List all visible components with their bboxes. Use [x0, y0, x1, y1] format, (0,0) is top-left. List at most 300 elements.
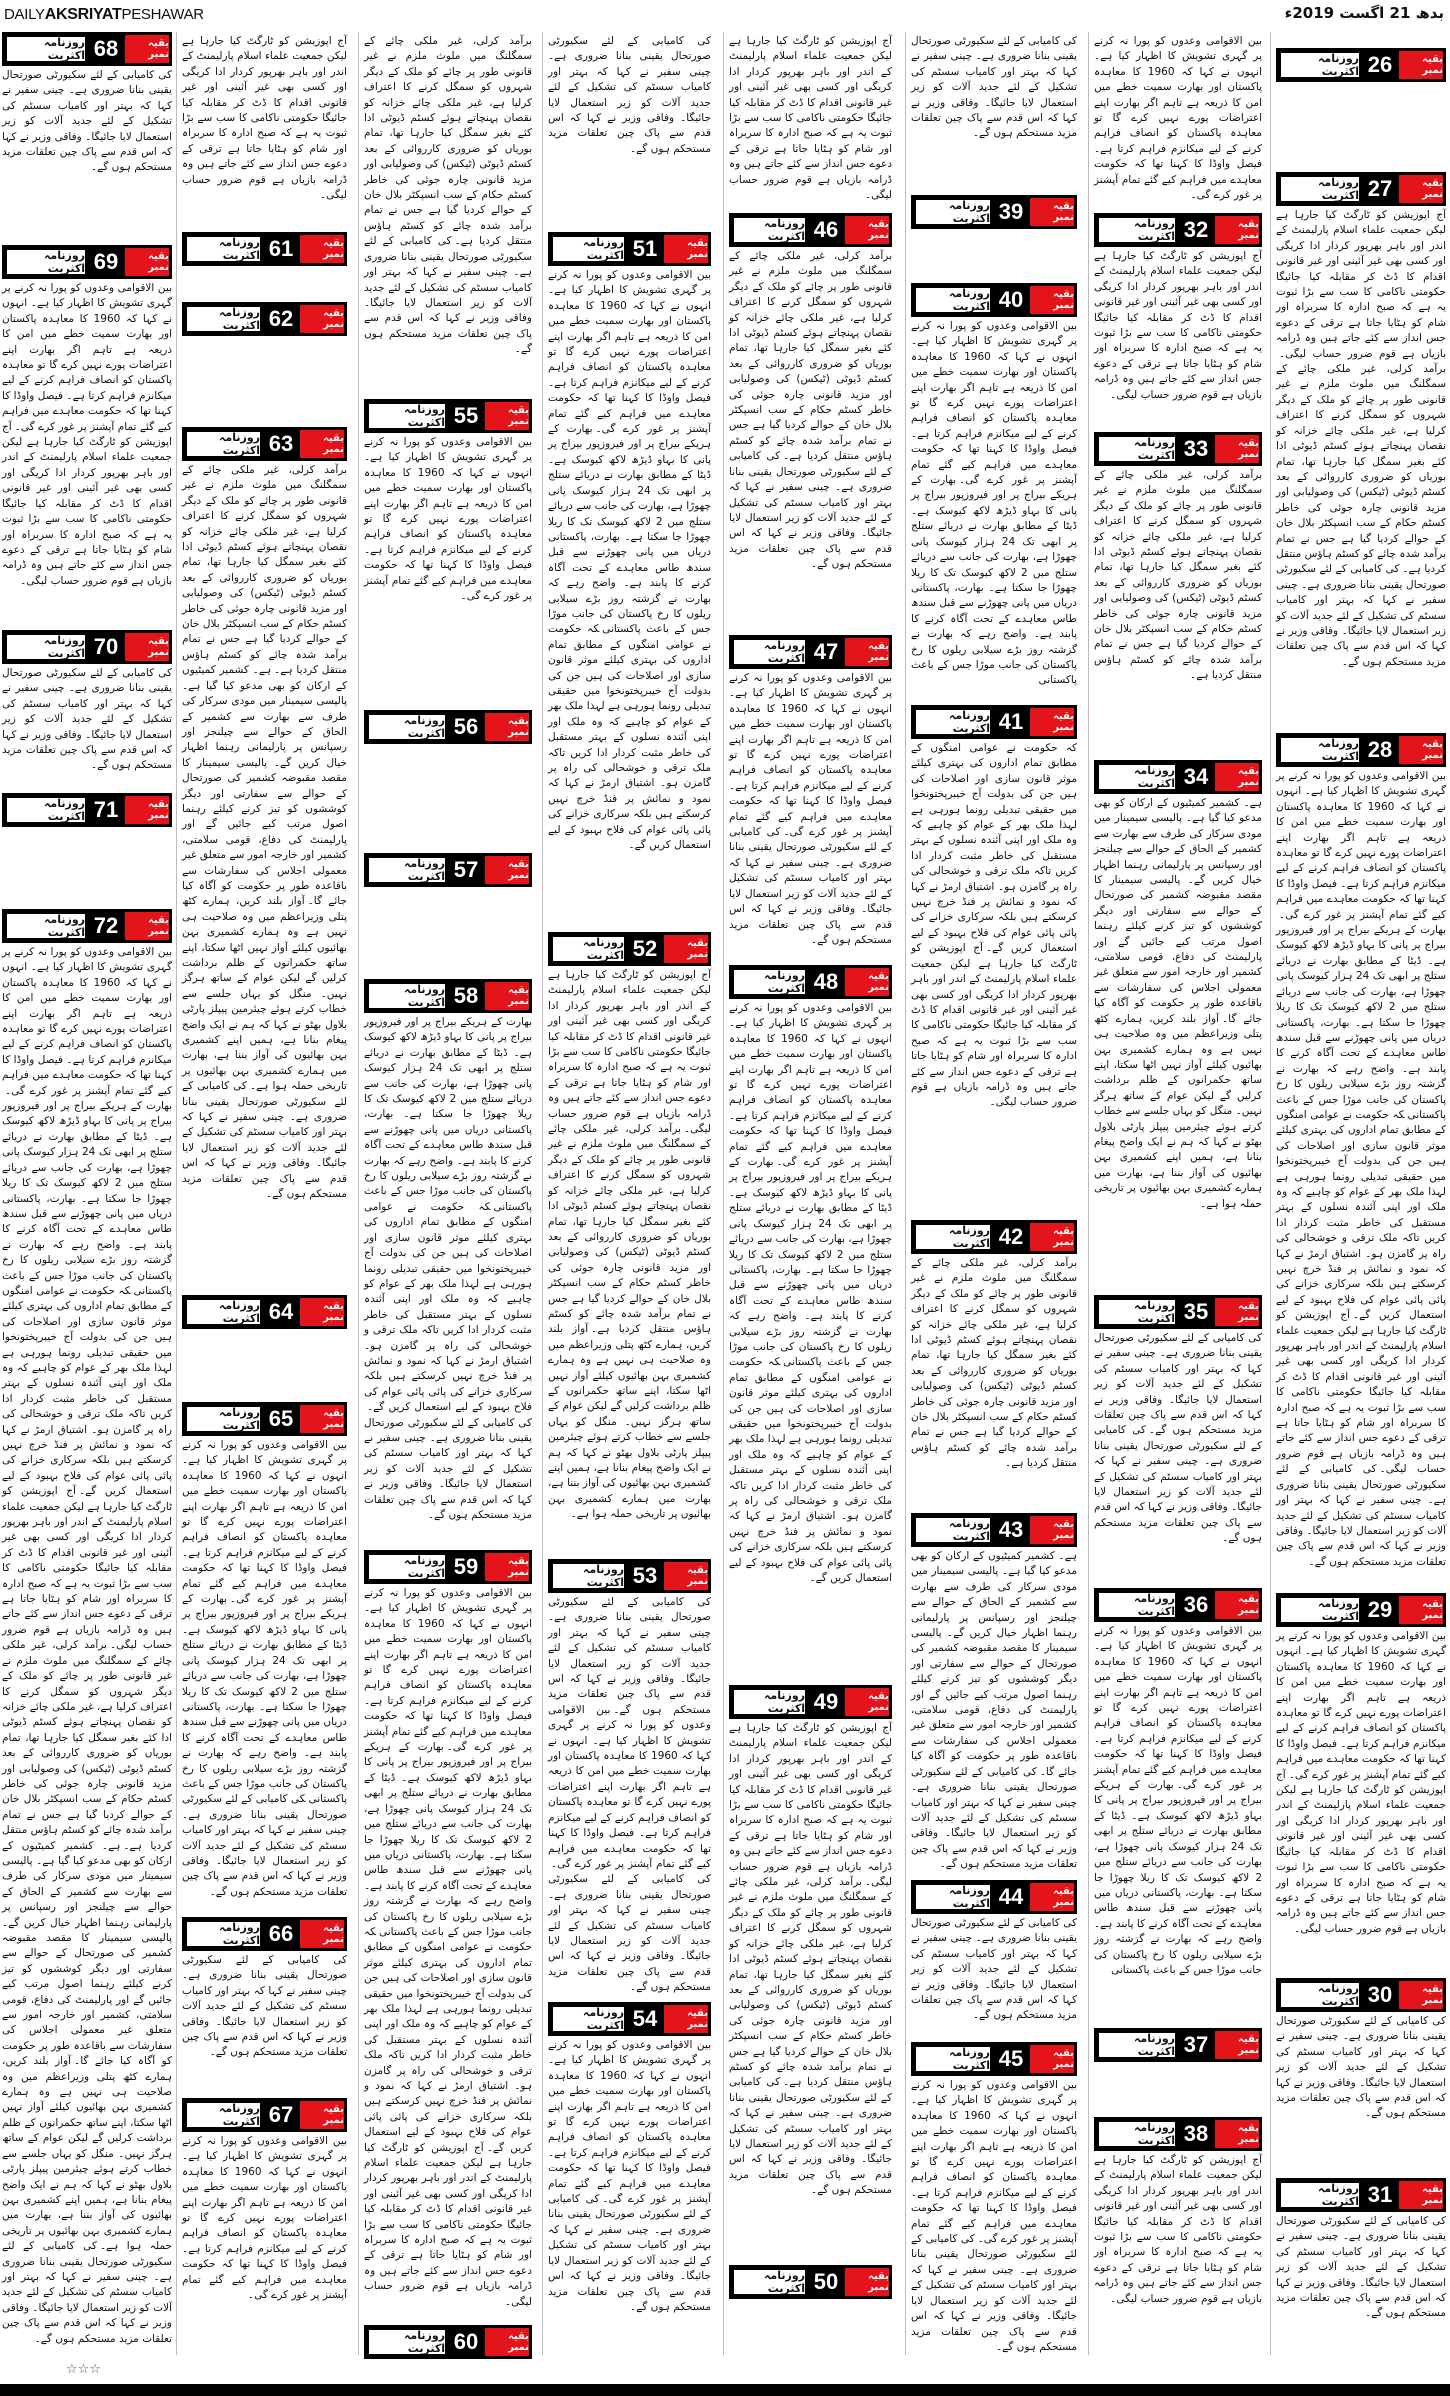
continuation-box: [911, 1880, 1077, 1914]
continuation-box: [182, 1402, 347, 1436]
column-divider: [1270, 32, 1271, 2355]
article-paragraph: آواز بلند کریں، ہمارے کٹھ پتلی وزیراعظم میں وہ صلاحیت ہی نہیں ہے وہ ہمارے کشمیری بہن بھائیوں کیلئے آواز نہیں اٹھا سکتا، اپنے ساتھ حکمرانوں کے ظلم برداشت کرلیں گے لیکن عوام کے ساتھ ہرگز نہیں۔ منگل کو یہاں جلسے سے خطاب کرتے ہوئے چیئرمین پیپلز پارٹی بلاول بھٹو نے کہا کہ ہم نے ایک واضح پیغام بنانا ہے، ہمیں اپنے کشمیری بہن بھائیوں کی آواز بننا ہے، بھارت میں ہمارے کشمیری بہن بھائیوں پر تاریخی حملہ ہوا ہے۔: [2, 2055, 172, 2253]
article-text: [2, 666, 172, 774]
brand-city: PESHAWAR: [121, 6, 204, 23]
article-text: [1094, 2153, 1262, 2307]
article-paragraph: کی کامیابی کے لئے سکیورٹی صورتحال یقینی بنانا ضروری ہے۔ چینی سفیر نے کہا کہ بہتر اور کامیاب سسٹم کی تشکیل کے لئے جدید آلات کو زیر استعمال لایا جائیگا۔ وفاقی وزیر نے کہا کہ اس قدم سے پاک چین تعلقات مزید مستحکم ہوں گے۔: [1094, 1424, 1262, 1545]
paper-name-label: روزنامہ اکثریت: [367, 856, 447, 884]
continued-label: بقیہ نمبر: [300, 430, 344, 458]
continuation-box: [1094, 760, 1262, 794]
column-2: [182, 32, 347, 2355]
continuation-box: [182, 232, 347, 266]
continued-label: بقیہ نمبر: [485, 402, 529, 430]
continued-label: بقیہ نمبر: [485, 1553, 529, 1581]
continuation-box: [1276, 2178, 1446, 2212]
paper-name-label: روزنامہ اکثریت: [551, 2005, 626, 2033]
article-text: [1094, 1624, 1262, 1978]
article-paragraph: بین الاقوامی وعدوں کو پورا نہ کرنے پر گہری تشویش کا اظہار کیا ہے۔ انہوں نے کہا کہ 1960 کا معاہدہ پاکستان اور بھارت سمیت خطے میں امن کا ذریعہ ہے تاہم اگر بھارت اپنے اعتراضات پورے نہیں کرے گا تو معاہدہ پاکستان کو انصاف فراہم کرنے کے لیے میکانزم فراہم کرتا ہے۔ فیصل واوڈا کا کہنا تھا کہ حکومت معاہدے میں فراہم کیے گئے تمام آپشنز پر غور کرے گی۔: [182, 2135, 347, 2302]
article-paragraph: بھارت کے ہریکے بیراج پر اور فیروزپور بیراج پر پانی کا بہاو ڈیڑھ لاکھ کیوسک ہے۔ ڈیٹا کے مطابق بھارت نے دریائے ستلج پر ابھی تک 24 ہزار کیوسک پانی چھوڑا ہے، بھارت کی جانب سے دریائے ستلج میں 2 لاکھ کیوسک تک کا ریلا چھوڑا جا سکتا ہے۔ بھارت، پاکستانی دریاں میں پانی چھوڑنے سے قبل سندھ طاس معاہدے کے تحت آگاہ کرنے کا پابند ہے۔ واضح رہے کہ بھارت نے گزشتہ روز بڑے سیلابی ریلوں کا رخ پاکستان کی جانب موڑا جس کے باعث پاکستانی: [2, 1100, 172, 1297]
brand-name: AKSRIYAT: [44, 6, 122, 23]
continued-label: بقیہ نمبر: [1215, 2120, 1259, 2148]
continuation-box: [1094, 1295, 1262, 1329]
continuation-number: 27: [1367, 176, 1393, 201]
article-text: [548, 2038, 711, 2315]
continuation-box: [1276, 1593, 1446, 1627]
paper-name-label: روزنامہ اکثریت: [914, 198, 992, 226]
column-divider: [905, 32, 906, 2355]
continued-label: بقیہ نمبر: [1030, 2045, 1074, 2073]
continued-label: بقیہ نمبر: [1215, 1591, 1259, 1619]
paper-name-label: روزنامہ اکثریت: [367, 713, 447, 741]
article-paragraph: آواز بلند کریں، ہمارے کٹھ پتلی وزیراعظم میں وہ صلاحیت ہی نہیں ہے وہ ہمارے کشمیری بہن بھائیوں کیلئے آواز نہیں اٹھا سکتا، اپنے ساتھ حکمرانوں کے ظلم برداشت کرلیں گے لیکن عوام کے ساتھ ہرگز نہیں۔ منگل کو یہاں جلسے سے خطاب کرتے ہوئے چیئرمین پیپلز پارٹی بلاول بھٹو نے کہا کہ ہم نے ایک واضح پیغام بنانا ہے، ہمیں اپنے کشمیری بہن بھائیوں کی آواز بننا ہے، بھارت میں ہمارے کشمیری بہن بھائیوں پر تاریخی حملہ ہوا ہے۔: [182, 895, 347, 1093]
continuation-box: [2, 793, 172, 827]
article-paragraph: کی کامیابی کے لئے سکیورٹی صورتحال یقینی بنانا ضروری ہے۔ چینی سفیر نے کہا کہ بہتر اور کامیاب سسٹم کی تشکیل کے لئے جدید آلات کو زیر استعمال لایا جائیگا۔ وفاقی وزیر نے کہا کہ اس قدم سے پاک چین تعلقات مزید مستحکم ہوں گے۔: [729, 2076, 892, 2197]
article-text: [2, 68, 172, 176]
continuation-number: 68: [93, 36, 119, 61]
continuation-number: 29: [1367, 1597, 1393, 1622]
article-text: [364, 1586, 532, 2310]
article-text: [548, 268, 711, 853]
article-paragraph: بین الاقوامی وعدوں کو پورا نہ کرنے پر گہری تشویش کا اظہار کیا ہے۔ انہوں نے کہا کہ 1960 کا معاہدہ پاکستان اور بھارت سمیت خطے میں امن کا ذریعہ ہے تاہم اگر بھارت اپنے اعتراضات پورے نہیں کرے گا تو معاہدہ پاکستان کو انصاف فراہم کرنے کے لیے میکانزم فراہم کرتا ہے۔ فیصل واوڈا کا کہنا تھا کہ حکومت معاہدے میں فراہم کیے گئے تمام آپشنز پر غور کرے گی۔: [1094, 1625, 1263, 1792]
continuation-box: [1094, 2117, 1262, 2151]
continuation-number: 72: [93, 913, 119, 938]
continuation-number: 65: [268, 1406, 294, 1431]
continued-label: بقیہ نمبر: [845, 1688, 889, 1716]
article-paragraph: ہے۔ کشمیر کمیٹیوں کے ارکان کو بھی مدعو کیا گیا ہے۔ پالیسی سیمینار میں مودی سرکار کی طرف سے بھارت سے کشمیر کے الحاق کے حوالے سے چیلنجز اور رسپانس پر پارلیمانی رہنما اظہار خیال کریں گے۔ پالیسی سیمینار کا مقصد مقبوضہ کشمیر کی صورتحال کے حوالے سے سفارتی اور دیگر کوششوں کو تیز کرنے کیلئے رہنما اصول مرتب کیے جائیں گے اور پارلیمنٹ کی دفاع، قومی سلامتی، کشمیر اور خارجہ امور سے متعلق غیر معمولی اجلاس کی سفارشات سے باقاعدہ طور پر حکومت کو آگاہ کیا جائے گا۔: [1094, 797, 1263, 1025]
article-paragraph: بین الاقوامی وعدوں کو پورا نہ کرنے پر گہری تشویش کا اظہار کیا ہے۔ انہوں نے کہا کہ 1960 کا معاہدہ پاکستان اور بھارت سمیت خطے میں امن کا ذریعہ ہے تاہم اگر بھارت اپنے اعتراضات پورے نہیں کرے گا تو معاہدہ پاکستان کو انصاف فراہم کرنے کے لیے میکانزم فراہم کرتا ہے۔ فیصل واوڈا کا کہنا تھا کہ حکومت معاہدے میں فراہم کیے گئے تمام آپشنز پر غور کرے گی۔: [1276, 1630, 1446, 1781]
paper-name-label: روزنامہ اکثریت: [732, 1688, 807, 1716]
article-paragraph: برآمد کرلی، غیر ملکی چائے کے سمگلنگ میں ملوث ملزم نے غیر قانونی طور پر چائے کو ملک کے دیگر شہروں کو سمگل کرنے کا اعتراف کرلیا ہے، غیر ملکی چائے خزانہ کو نقصان پہنچاتے ہوئے کسٹم ڈیوٹی ادا کئے بغیر سمگل کیا جارہا تھا، تمام بوریاں کو ضروری کارروائی کے بعد کسٹم ڈیوٹی (ٹیکس) کی وصولیابی اور مزید قانونی چارہ جوئی کی خاطر کسٹم حکام کے سب انسپکٹر بلال خان کے حوالے کردیا گیا ہے جس نے تمام برآمد شدہ چائے کو کسٹم ہاؤس منتقل کردیا ہے۔: [1094, 469, 1262, 682]
continuation-box: [182, 302, 347, 336]
continuation-box: [1276, 172, 1446, 206]
continued-label: بقیہ نمبر: [664, 1562, 708, 1590]
continuation-box: [911, 195, 1077, 229]
article-paragraph: آج اپوزیشن کو ٹارگٹ کیا جارہا ہے لیکن جمعیت علماء اسلام پارلیمنٹ کے اندر اور باہر بھرپور کردار ادا کریگی اور کسی بھی غیر آئینی اور غیر قانونی اقدام کا ڈٹ کر مقابلہ کیا جائیگا حکومتی ناکامی کا سب سے بڑا ثبوت یہ ہے کہ صبح ادارہ کا سربراہ اور شام کو ہٹایا جاتا ہے ترقی کے دعوے جس انداز سے کئے جاتے ہیں وہ ڈرامہ بازیاں ہے قوم ضرور حساب لیگی۔: [1094, 2154, 1262, 2305]
article-paragraph: آج اپوزیشن کو ٹارگٹ کیا جارہا ہے لیکن جمعیت علماء اسلام پارلیمنٹ کے اندر اور باہر بھرپور کردار ادا کریگی اور کسی بھی غیر آئینی اور غیر قانونی اقدام کا ڈٹ کر مقابلہ کیا جائیگا حکومتی ناکامی کا سب سے بڑا ثبوت یہ ہے کہ صبح ادارہ کا سربراہ اور شام کو ہٹایا جاتا ہے ترقی کے دعوے جس انداز سے کئے جاتے ہیں وہ ڈرامہ بازیاں ہے قوم ضرور حساب لیگی۔: [1276, 1309, 1446, 1476]
paper-name-label: روزنامہ اکثریت: [914, 286, 992, 314]
paper-name-label: روزنامہ اکثریت: [185, 1298, 262, 1326]
article-paragraph: بین الاقوامی وعدوں کو پورا نہ کرنے پر گہری تشویش کا اظہار کیا ہے۔ انہوں نے کہا کہ 1960 کا معاہدہ پاکستان اور بھارت سمیت خطے میں امن کا ذریعہ ہے تاہم اگر بھارت اپنے اعتراضات پورے نہیں کرے گا تو معاہدہ پاکستان کو انصاف فراہم کرنے کے لیے میکانزم فراہم کرتا ہے۔ فیصل واوڈا کا کہنا تھا کہ حکومت معاہدے میں فراہم کیے گئے تمام آپشنز پر غور کرے گی۔: [548, 2039, 712, 2206]
article-paragraph: بین الاقوامی وعدوں کو پورا نہ کرنے پر گہری تشویش کا اظہار کیا ہے۔ انہوں نے کہا کہ 1960 کا معاہدہ پاکستان اور بھارت سمیت خطے میں امن کا ذریعہ ہے تاہم اگر بھارت اپنے اعتراضات پورے نہیں کرے گا تو معاہدہ پاکستان کو انصاف فراہم کرنے کے لیے میکانزم فراہم کرتا ہے۔ فیصل واوڈا کا کہنا تھا کہ حکومت معاہدے میں فراہم کیے گئے تمام آپشنز پر غور کرے گی۔: [911, 320, 1077, 487]
article-paragraph: کی کامیابی کے لئے سکیورٹی صورتحال یقینی بنانا ضروری ہے۔ چینی سفیر نے کہا کہ بہتر اور کامیاب سسٹم کی تشکیل کے لئے جدید آلات کو زیر استعمال لایا جائیگا۔ وفاقی وزیر نے کہا کہ اس قدم سے پاک چین تعلقات مزید مستحکم ہوں گے۔: [1094, 1332, 1262, 1437]
continuation-box: [548, 2002, 711, 2036]
paper-name-label: روزنامہ اکثریت: [914, 2045, 992, 2073]
article-text: [548, 1595, 711, 1996]
article-text: [911, 34, 1077, 142]
article-text: [1276, 769, 1446, 1570]
article-paragraph: کی کامیابی کے لئے سکیورٹی صورتحال یقینی بنانا ضروری ہے۔ چینی سفیر نے کہا کہ بہتر اور کامیاب سسٹم کی تشکیل کے لئے جدید آلات کو زیر استعمال لایا جائیگا۔ وفاقی وزیر نے کہا کہ اس قدم سے پاک چین تعلقات مزید مستحکم ہوں گے۔: [2, 2240, 172, 2345]
column-divider: [176, 32, 177, 2355]
continued-label: بقیہ نمبر: [485, 856, 529, 884]
column-7: [1094, 32, 1262, 2355]
continued-label: بقیہ نمبر: [300, 1920, 344, 1948]
article-paragraph: بین الاقوامی وعدوں کو پورا نہ کرنے پر گہری تشویش کا اظہار کیا ہے۔ انہوں نے کہا کہ 1960 کا معاہدہ پاکستان اور بھارت سمیت خطے میں امن کا ذریعہ ہے تاہم اگر بھارت اپنے اعتراضات پورے نہیں کرے گا تو معاہدہ پاکستان کو انصاف فراہم کرنے کے لیے میکانزم فراہم کرتا ہے۔ فیصل واوڈا کا کہنا تھا کہ حکومت معاہدے میں فراہم کیے گئے تمام آپشنز پر غور کرے گی۔: [548, 269, 711, 436]
article-text: [729, 1001, 892, 1586]
article-paragraph: برآمد کرلی، غیر ملکی چائے کے سمگلنگ میں ملوث ملزم نے غیر قانونی طور پر چائے کو ملک کے دیگر شہروں کو سمگل کرنے کا اعتراف کرلیا ہے، غیر ملکی چائے خزانہ کو نقصان پہنچاتے ہوئے کسٹم ڈیوٹی ادا کئے بغیر سمگل کیا جارہا تھا، تمام بوریاں کو ضروری کارروائی کے بعد کسٹم ڈیوٹی (ٹیکس) کی وصولیابی اور مزید قانونی چارہ جوئی کی خاطر کسٹم حکام کے سب انسپکٹر بلال خان کے حوالے کردیا گیا ہے جس نے تمام برآمد شدہ چائے کو کسٹم ہاؤس منتقل کردیا ہے۔: [729, 1876, 893, 2089]
continuation-number: 33: [1183, 436, 1209, 461]
column-divider: [542, 32, 543, 2355]
continuation-number: 58: [453, 983, 479, 1008]
article-paragraph: بین الاقوامی وعدوں کو پورا نہ کرنے پر گہری تشویش کا اظہار کیا ہے۔ انہوں نے کہا کہ 1960 کا معاہدہ پاکستان اور بھارت سمیت خطے میں امن کا ذریعہ ہے تاہم اگر بھارت اپنے اعتراضات پورے نہیں کرے گا تو معاہدہ پاکستان کو انصاف فراہم کرنے کے لیے میکانزم فراہم کرتا ہے۔ فیصل واوڈا کا کہنا تھا کہ حکومت معاہدے میں فراہم کیے گئے تمام آپشنز پر غور کرے گی۔: [1276, 770, 1446, 921]
continuation-number: 38: [1183, 2121, 1209, 2146]
paper-name-label: روزنامہ اکثریت: [185, 305, 262, 333]
paper-name-label: روزنامہ اکثریت: [914, 1516, 992, 1544]
continuation-box: [2, 909, 172, 943]
continuation-box: [1276, 48, 1446, 82]
column-divider: [1088, 32, 1089, 2355]
article-text: [1094, 796, 1262, 1212]
paper-name-label: روزنامہ اکثریت: [5, 248, 87, 276]
paper-name-label: روزنامہ اکثریت: [1097, 1591, 1177, 1619]
article-paragraph: کی کامیابی کے لئے سکیورٹی صورتحال یقینی بنانا ضروری ہے۔ چینی سفیر نے کہا کہ بہتر اور کامیاب سسٹم کی تشکیل کے لئے جدید آلات کو زیر استعمال لایا جائیگا۔ وفاقی وزیر نے کہا کہ اس قدم سے پاک چین تعلقات مزید مستحکم ہوں گے۔: [1276, 2215, 1446, 2320]
continuation-number: 43: [998, 1517, 1024, 1542]
continued-label: بقیہ نمبر: [125, 35, 169, 63]
article-paragraph: بین الاقوامی وعدوں کو پورا نہ کرنے پر گہری تشویش کا اظہار کیا ہے۔ انہوں نے کہا کہ 1960 کا معاہدہ پاکستان اور بھارت سمیت خطے میں امن کا ذریعہ ہے تاہم اگر بھارت اپنے اعتراضات پورے نہیں کرے گا تو معاہدہ پاکستان کو انصاف فراہم کرنے کے لیے میکانزم فراہم کرتا ہے۔ فیصل واوڈا کا کہنا تھا کہ حکومت معاہدے میں فراہم کیے گئے تمام آپشنز پر غور کرے گی۔: [548, 1703, 711, 1870]
article-text: [182, 1438, 347, 1900]
continuation-number: 42: [998, 1224, 1024, 1249]
continuation-number: 31: [1367, 2182, 1393, 2207]
article-paragraph: آج اپوزیشن کو ٹارگٹ کیا جارہا ہے لیکن جمعیت علماء اسلام پارلیمنٹ کے اندر اور باہر بھرپور کردار ادا کریگی اور کسی بھی غیر آئینی اور غیر قانونی اقدام کا ڈٹ کر مقابلہ کیا جائیگا حکومتی ناکامی کا سب سے بڑا ثبوت یہ ہے کہ صبح ادارہ کا سربراہ اور شام کو ہٹایا جاتا ہے ترقی کے دعوے جس انداز سے کئے جاتے ہیں وہ ڈرامہ بازیاں ہے قوم ضرور حساب لیگی۔: [364, 2141, 532, 2308]
article-paragraph: کی کامیابی کے لئے سکیورٹی صورتحال یقینی بنانا ضروری ہے۔ چینی سفیر نے کہا کہ بہتر اور کامیاب سسٹم کی تشکیل کے لئے جدید آلات کو زیر استعمال لایا جائیگا۔ وفاقی وزیر نے کہا کہ اس قدم سے پاک چین تعلقات مزید مستحکم ہوں گے۔: [911, 35, 1077, 140]
continued-label: بقیہ نمبر: [1399, 736, 1443, 764]
article-paragraph: کی کامیابی کے لئے سکیورٹی صورتحال یقینی بنانا ضروری ہے۔ چینی سفیر نے کہا کہ بہتر اور کامیاب سسٹم کی تشکیل کے لئے جدید آلات کو زیر استعمال لایا جائیگا۔ وفاقی وزیر نے کہا کہ اس قدم سے پاک چین تعلقات مزید مستحکم ہوں گے۔: [182, 1954, 347, 2059]
article-paragraph: برآمد کرلی، غیر ملکی چائے کے سمگلنگ میں ملوث ملزم نے غیر قانونی طور پر چائے کو ملک کے دیگر شہروں کو سمگل کرنے کا اعتراف کرلیا ہے، غیر ملکی چائے خزانہ کو نقصان پہنچاتے ہوئے کسٹم ڈیوٹی ادا کئے بغیر سمگل کیا جارہا تھا، تمام بوریاں کو ضروری کارروائی کے بعد کسٹم ڈیوٹی (ٹیکس) کی وصولیابی اور مزید قانونی چارہ جوئی کی خاطر کسٹم حکام کے سب انسپکٹر بلال خان کے حوالے کردیا گیا ہے جس نے تمام برآمد شدہ چائے کو کسٹم ہاؤس منتقل کردیا ہے۔: [364, 35, 532, 248]
continuation-box: [729, 1685, 892, 1719]
footer-bar: [0, 2384, 1450, 2396]
article-paragraph: آج اپوزیشن کو ٹارگٹ کیا جارہا ہے لیکن جمعیت علماء اسلام پارلیمنٹ کے اندر اور باہر بھرپور کردار ادا کریگی اور کسی بھی غیر آئینی اور غیر قانونی اقدام کا ڈٹ کر مقابلہ کیا جائیگا حکومتی ناکامی کا سب سے بڑا ثبوت یہ ہے کہ صبح ادارہ کا سربراہ اور شام کو ہٹایا جاتا ہے ترقی کے دعوے جس انداز سے کئے جاتے ہیں وہ ڈرامہ بازیاں ہے قوم ضرور حساب لیگی۔: [548, 969, 711, 1136]
article-paragraph: بھارت کے ہریکے بیراج پر اور فیروزپور بیراج پر پانی کا بہاو ڈیڑھ لاکھ کیوسک ہے۔ ڈیٹا کے مطابق بھارت نے دریائے ستلج پر ابھی تک 24 ہزار کیوسک پانی چھوڑا ہے، بھارت کی جانب سے دریائے ستلج میں 2 لاکھ کیوسک تک کا ریلا چھوڑا جا سکتا ہے۔ بھارت، پاکستانی دریاں میں پانی چھوڑنے سے قبل سندھ طاس معاہدے کے تحت آگاہ کرنے کا پابند ہے۔ واضح رہے کہ بھارت نے گزشتہ روز بڑے سیلابی ریلوں کا رخ پاکستان کی جانب موڑا جس کے باعث پاکستانی: [1094, 1779, 1262, 1976]
continuation-number: 57: [453, 857, 479, 882]
paper-name-label: روزنامہ اکثریت: [5, 633, 87, 661]
continued-label: بقیہ نمبر: [845, 968, 889, 996]
continuation-box: [1094, 432, 1262, 466]
continuation-number: 47: [813, 639, 839, 664]
continuation-box: [1094, 1588, 1262, 1622]
continuation-number: 37: [1183, 2032, 1209, 2057]
continuation-box: [911, 1220, 1077, 1254]
paper-name-label: روزنامہ اکثریت: [1097, 2031, 1177, 2059]
continued-label: بقیہ نمبر: [1399, 1981, 1443, 2009]
article-text: [1094, 249, 1262, 403]
article-text: [911, 741, 1077, 1111]
newspaper-brand: [4, 6, 204, 24]
continued-label: بقیہ نمبر: [125, 796, 169, 824]
article-paragraph: بین الاقوامی وعدوں کو پورا نہ کرنے پر گہری تشویش کا اظہار کیا ہے۔ انہوں نے کہا کہ 1960 کا معاہدہ پاکستان اور بھارت سمیت خطے میں امن کا ذریعہ ہے تاہم اگر بھارت اپنے اعتراضات پورے نہیں کرے گا تو معاہدہ پاکستان کو انصاف فراہم کرنے کے لیے میکانزم فراہم کرتا ہے۔ فیصل واوڈا کا کہنا تھا کہ حکومت معاہدے میں فراہم کیے گئے تمام آپشنز پر غور کرے گی۔: [911, 2079, 1077, 2246]
article-text: [548, 34, 711, 157]
continuation-box: [911, 705, 1077, 739]
article-paragraph: آج اپوزیشن کو ٹارگٹ کیا جارہا ہے لیکن جمعیت علماء اسلام پارلیمنٹ کے اندر اور باہر بھرپور کردار ادا کریگی اور کسی بھی غیر آئینی اور غیر قانونی اقدام کا ڈٹ کر مقابلہ کیا جائیگا حکومتی ناکامی کا سب سے بڑا ثبوت یہ ہے کہ صبح ادارہ کا سربراہ اور شام کو ہٹایا جاتا ہے ترقی کے دعوے جس انداز سے کئے جاتے ہیں وہ ڈرامہ بازیاں ہے قوم ضرور حساب لیگی۔: [729, 1722, 892, 1889]
article-paragraph: کہ حکومت نے عوامی امنگوں کے مطابق تمام اداروں کی بہتری کیلئے موثر قانون سازی اور اصلاحات کی ہیں جن کی بدولت آج خیبرپختونخوا میں حقیقی تبدیلی رونما ہورہی ہے لہذا ملک بھر کے عوام کو چاہیے کہ وہ ملک اور اپنی آئندہ نسلوں کے بہتر مستقبل کی خاطر مثبت کردار ادا کریں تاکہ ملک ترقی و خوشحالی کی راہ پر گامزن ہو۔ اشتیاق ارمڑ نے کہا کہ نمود و نمائش پر فنڈ خرچ نہیں کرسکتے ہیں بلکہ سرکاری خزانے کی پائی پائی عوام کی فلاح بہبود کے لیے استعمال کریں گے۔: [729, 1356, 892, 1585]
article-paragraph: کی کامیابی کے لئے سکیورٹی صورتحال یقینی بنانا ضروری ہے۔ چینی سفیر نے کہا کہ بہتر اور کامیاب سسٹم کی تشکیل کے لئے جدید آلات کو زیر استعمال لایا جائیگا۔ وفاقی وزیر نے کہا کہ اس قدم سے پاک چین تعلقات مزید مستحکم ہوں گے۔: [1276, 563, 1446, 668]
article-paragraph: برآمد کرلی، غیر ملکی چائے کے سمگلنگ میں ملوث ملزم نے غیر قانونی طور پر چائے کو ملک کے دیگر شہروں کو سمگل کرنے کا اعتراف کرلیا ہے، غیر ملکی چائے خزانہ کو نقصان پہنچاتے ہوئے کسٹم ڈیوٹی ادا کئے بغیر سمگل کیا جارہا تھا، تمام بوریاں کو ضروری کارروائی کے بعد کسٹم ڈیوٹی (ٹیکس) کی وصولیابی اور مزید قانونی چارہ جوئی کی خاطر کسٹم حکام کے سب انسپکٹر بلال خان کے حوالے کردیا گیا ہے جس نے تمام برآمد شدہ چائے کو کسٹم ہاؤس منتقل کردیا ہے۔: [729, 250, 893, 463]
article-paragraph: آج اپوزیشن کو ٹارگٹ کیا جارہا ہے لیکن جمعیت علماء اسلام پارلیمنٹ کے اندر اور باہر بھرپور کردار ادا کریگی اور کسی بھی غیر آئینی اور غیر قانونی اقدام کا ڈٹ کر مقابلہ کیا جائیگا حکومتی ناکامی کا سب سے بڑا ثبوت یہ ہے کہ صبح ادارہ کا سربراہ اور شام کو ہٹایا جاتا ہے ترقی کے دعوے جس انداز سے کئے جاتے ہیں وہ ڈرامہ بازیاں ہے قوم ضرور حساب لیگی۔: [2, 420, 172, 587]
continuation-number: 30: [1367, 1982, 1393, 2007]
continuation-box: [729, 213, 892, 247]
continued-label: بقیہ نمبر: [1030, 1223, 1074, 1251]
continuation-number: 53: [632, 1563, 658, 1588]
article-paragraph: برآمد کرلی، غیر ملکی چائے کے سمگلنگ میں ملوث ملزم نے غیر قانونی طور پر چائے کو ملک کے دیگر شہروں کو سمگل کرنے کا اعتراف کرلیا ہے، غیر ملکی چائے خزانہ کو نقصان پہنچاتے ہوئے کسٹم ڈیوٹی ادا کئے بغیر سمگل کیا جارہا تھا، تمام بوریاں کو ضروری کارروائی کے بعد کسٹم ڈیوٹی (ٹیکس) کی وصولیابی اور مزید قانونی چارہ جوئی کی خاطر کسٹم حکام کے سب انسپکٹر بلال خان کے حوالے کردیا گیا ہے جس نے تمام برآمد شدہ چائے کو کسٹم ہاؤس منتقل کردیا ہے۔: [1276, 363, 1446, 576]
continuation-number: 54: [632, 2006, 658, 2031]
paper-name-label: روزنامہ اکثریت: [1279, 175, 1361, 203]
continuation-box: [182, 427, 347, 461]
continuation-number: 49: [813, 1689, 839, 1714]
continuation-number: 44: [998, 1884, 1024, 1909]
continuation-number: 28: [1367, 737, 1393, 762]
continued-label: بقیہ نمبر: [485, 713, 529, 741]
column-divider: [723, 32, 724, 2355]
article-paragraph: کی کامیابی کے لئے سکیورٹی صورتحال یقینی بنانا ضروری ہے۔ چینی سفیر نے کہا کہ بہتر اور کامیاب سسٹم کی تشکیل کے لئے جدید آلات کو زیر استعمال لایا جائیگا۔ وفاقی وزیر نے کہا کہ اس قدم سے پاک چین تعلقات مزید مستحکم ہوں گے۔: [1276, 2015, 1446, 2120]
paper-name-label: روزنامہ اکثریت: [1097, 1298, 1177, 1326]
article-text: [364, 34, 532, 358]
paper-name-label: روزنامہ اکثریت: [367, 402, 447, 430]
continued-label: بقیہ نمبر: [485, 2328, 529, 2356]
article-paragraph: کی کامیابی کے لئے سکیورٹی صورتحال یقینی بنانا ضروری ہے۔ چینی سفیر نے کہا کہ بہتر اور کامیاب سسٹم کی تشکیل کے لئے جدید آلات کو زیر استعمال لایا جائیگا۔ وفاقی وزیر نے کہا کہ اس قدم سے پاک چین تعلقات مزید مستحکم ہوں گے۔: [2, 667, 172, 772]
paper-name-label: روزنامہ اکثریت: [5, 912, 87, 940]
continuation-number: 67: [268, 2102, 294, 2127]
continuation-number: 46: [813, 217, 839, 242]
article-paragraph: بھارت کے ہریکے بیراج پر اور فیروزپور بیراج پر پانی کا بہاو ڈیڑھ لاکھ کیوسک ہے۔ ڈیٹا کے مطابق بھارت نے دریائے ستلج پر ابھی تک 24 ہزار کیوسک پانی چھوڑا ہے، بھارت کی جانب سے دریائے ستلج میں 2 لاکھ کیوسک تک کا ریلا چھوڑا جا سکتا ہے۔ بھارت، پاکستانی دریاں میں پانی چھوڑنے سے قبل سندھ طاس معاہدے کے تحت آگاہ کرنے کا پابند ہے۔ واضح رہے کہ بھارت نے گزشتہ روز بڑے سیلابی ریلوں کا رخ پاکستان کی جانب موڑا جس کے باعث پاکستانی: [729, 1156, 893, 1369]
continuation-number: 63: [268, 431, 294, 456]
article-paragraph: آج اپوزیشن کو ٹارگٹ کیا جارہا ہے لیکن جمعیت علماء اسلام پارلیمنٹ کے اندر اور باہر بھرپور کردار ادا کریگی اور کسی بھی غیر آئینی اور غیر قانونی اقدام کا ڈٹ کر مقابلہ کیا جائیگا حکومتی ناکامی کا سب سے بڑا ثبوت یہ ہے کہ صبح ادارہ کا سربراہ اور شام کو ہٹایا جاتا ہے ترقی کے دعوے جس انداز سے کئے جاتے ہیں وہ ڈرامہ بازیاں ہے قوم ضرور حساب لیگی۔: [1276, 1768, 1446, 1935]
continued-label: بقیہ نمبر: [485, 982, 529, 1010]
continuation-number: 34: [1183, 764, 1209, 789]
continued-label: بقیہ نمبر: [125, 633, 169, 661]
continuation-number: 61: [268, 236, 294, 261]
continuation-number: 55: [453, 403, 479, 428]
paper-name-label: روزنامہ اکثریت: [185, 2101, 262, 2129]
article-paragraph: بھارت کے ہریکے بیراج پر اور فیروزپور بیراج پر پانی کا بہاو ڈیڑھ لاکھ کیوسک ہے۔ ڈیٹا کے مطابق بھارت نے دریائے ستلج پر ابھی تک 24 ہزار کیوسک پانی چھوڑا ہے، بھارت کی جانب سے دریائے ستلج میں 2 لاکھ کیوسک تک کا ریلا چھوڑا جا سکتا ہے۔ بھارت، پاکستانی دریاں میں پانی چھوڑنے سے قبل سندھ طاس معاہدے کے تحت آگاہ کرنے کا پابند ہے۔ واضح رہے کہ بھارت نے گزشتہ روز بڑے سیلابی ریلوں کا رخ پاکستان کی جانب موڑا جس کے باعث پاکستانی: [182, 1593, 348, 1806]
article-text: [1276, 2014, 1446, 2122]
article-paragraph: برآمد کرلی، غیر ملکی چائے کے سمگلنگ میں ملوث ملزم نے غیر قانونی طور پر چائے کو ملک کے دیگر شہروں کو سمگل کرنے کا اعتراف کرلیا ہے، غیر ملکی چائے خزانہ کو نقصان پہنچاتے ہوئے کسٹم ڈیوٹی ادا کئے بغیر سمگل کیا جارہا تھا، تمام بوریاں کو ضروری کارروائی کے بعد کسٹم ڈیوٹی (ٹیکس) کی وصولیابی اور مزید قانونی چارہ جوئی کی خاطر کسٹم حکام کے سب انسپکٹر بلال خان کے حوالے کردیا گیا ہے جس نے تمام برآمد شدہ چائے کو کسٹم ہاؤس منتقل کردیا ہے۔: [911, 1257, 1077, 1470]
continued-label: بقیہ نمبر: [1030, 198, 1074, 226]
article-text: [911, 1256, 1077, 1472]
continuation-box: [182, 1295, 347, 1329]
continued-label: بقیہ نمبر: [1030, 1516, 1074, 1544]
continuation-number: 39: [998, 199, 1024, 224]
continuation-number: 40: [998, 287, 1024, 312]
paper-name-label: روزنامہ اکثریت: [185, 1920, 262, 1948]
article-text: [729, 249, 892, 573]
continuation-number: 69: [93, 249, 119, 274]
article-paragraph: کی کامیابی کے لئے سکیورٹی صورتحال یقینی بنانا ضروری ہے۔ چینی سفیر نے کہا کہ بہتر اور کامیاب سسٹم کی تشکیل کے لئے جدید آلات کو زیر استعمال لایا جائیگا۔ وفاقی وزیر نے کہا کہ اس قدم سے پاک چین تعلقات مزید مستحکم ہوں گے۔: [548, 2193, 711, 2313]
continued-label: بقیہ نمبر: [1215, 2031, 1259, 2059]
article-text: [729, 671, 892, 948]
article-paragraph: بین الاقوامی وعدوں کو پورا نہ کرنے پر گہری تشویش کا اظہار کیا ہے۔ انہوں نے کہا کہ 1960 کا معاہدہ پاکستان اور بھارت سمیت خطے میں امن کا ذریعہ ہے تاہم اگر بھارت اپنے اعتراضات پورے نہیں کرے گا تو معاہدہ پاکستان کو انصاف فراہم کرنے کے لیے میکانزم فراہم کرتا ہے۔ فیصل واوڈا کا کہنا تھا کہ حکومت معاہدے میں فراہم کیے گئے تمام آپشنز پر غور کرے گی۔: [729, 1002, 892, 1169]
continued-label: بقیہ نمبر: [1399, 51, 1443, 79]
article-text: [911, 2078, 1077, 2355]
masthead: [0, 0, 1450, 30]
paper-name-label: روزنامہ اکثریت: [185, 235, 262, 263]
article-text: [548, 968, 711, 1523]
article-paragraph: بھارت کے ہریکے بیراج پر اور فیروزپور بیراج پر پانی کا بہاو ڈیڑھ لاکھ کیوسک ہے۔ ڈیٹا کے مطابق بھارت نے دریائے ستلج پر ابھی تک 24 ہزار کیوسک پانی چھوڑا ہے، بھارت کی جانب سے دریائے ستلج میں 2 لاکھ کیوسک تک کا ریلا چھوڑا جا سکتا ہے۔ بھارت، پاکستانی دریاں میں پانی چھوڑنے سے قبل سندھ طاس معاہدے کے تحت آگاہ کرنے کا پابند ہے۔ واضح رہے کہ بھارت نے گزشتہ روز بڑے سیلابی ریلوں کا رخ پاکستان کی جانب موڑا جس کے باعث پاکستانی: [364, 1741, 532, 1938]
continuation-box: [729, 2265, 892, 2299]
paper-name-label: روزنامہ اکثریت: [1097, 435, 1177, 463]
continuation-box: [729, 635, 892, 669]
article-paragraph: ہے۔ کشمیر کمیٹیوں کے ارکان کو بھی مدعو کیا گیا ہے۔ پالیسی سیمینار میں مودی سرکار کی طرف سے بھارت سے کشمیر کے الحاق کے حوالے سے چیلنجز اور رسپانس پر پارلیمانی رہنما اظہار خیال کریں گے۔ پالیسی سیمینار کا مقصد مقبوضہ کشمیر کی صورتحال کے حوالے سے سفارتی اور دیگر کوششوں کو تیز کرنے کیلئے رہنما اصول مرتب کیے جائیں گے اور پارلیمنٹ کی دفاع، قومی سلامتی، کشمیر اور خارجہ امور سے متعلق غیر معمولی اجلاس کی سفارشات سے باقاعدہ طور پر حکومت کو آگاہ کیا جائے گا۔: [911, 1550, 1077, 1778]
continuation-box: [1276, 733, 1446, 767]
continuation-box: [364, 710, 532, 744]
article-text: [729, 34, 892, 203]
paper-name-label: روزنامہ اکثریت: [1279, 51, 1361, 79]
continuation-number: 50: [813, 2269, 839, 2294]
continuation-box: [548, 932, 711, 966]
article-paragraph: ہے۔ کشمیر کمیٹیوں کے ارکان کو بھی مدعو کیا گیا ہے۔ پالیسی سیمینار میں مودی سرکار کی طرف سے بھارت سے کشمیر کے الحاق کے حوالے سے چیلنجز اور رسپانس پر پارلیمانی رہنما اظہار خیال کریں گے۔ پالیسی سیمینار کا مقصد مقبوضہ کشمیر کی صورتحال کے حوالے سے سفارتی اور دیگر کوششوں کو تیز کرنے کیلئے رہنما اصول مرتب کیے جائیں گے اور پارلیمنٹ کی دفاع، قومی سلامتی، کشمیر اور خارجہ امور سے متعلق غیر معمولی اجلاس کی سفارشات سے باقاعدہ طور پر حکومت کو آگاہ کیا جائے گا۔: [2, 1839, 172, 2068]
continuation-box: [182, 1917, 347, 1951]
paper-name-label: روزنامہ اکثریت: [1279, 1596, 1361, 1624]
article-paragraph: کی کامیابی کے لئے سکیورٹی صورتحال یقینی بنانا ضروری ہے۔ چینی سفیر نے کہا کہ بہتر اور کامیاب سسٹم کی تشکیل کے لئے جدید آلات کو زیر استعمال لایا جائیگا۔ وفاقی وزیر نے کہا کہ اس قدم سے پاک چین تعلقات مزید مستحکم ہوں گے۔: [2, 69, 172, 174]
article-paragraph: بین الاقوامی وعدوں کو پورا نہ کرنے پر گہری تشویش کا اظہار کیا ہے۔ انہوں نے کہا کہ 1960 کا معاہدہ پاکستان اور بھارت سمیت خطے میں امن کا ذریعہ ہے تاہم اگر بھارت اپنے اعتراضات پورے نہیں کرے گا تو معاہدہ پاکستان کو انصاف فراہم کرنے کے لیے میکانزم فراہم کرتا ہے۔ فیصل واوڈا کا کہنا تھا کہ حکومت معاہدے میں فراہم کیے گئے تمام آپشنز پر غور کرے گی۔: [182, 1439, 348, 1606]
continuation-number: 59: [453, 1554, 479, 1579]
paper-name-label: روزنامہ اکثریت: [367, 982, 447, 1010]
continuation-box: [364, 2325, 532, 2359]
article-text: [1094, 34, 1262, 203]
continuation-box: [1276, 1978, 1446, 2012]
article-paragraph: برآمد کرلی، غیر ملکی چائے کے سمگلنگ میں ملوث ملزم نے غیر قانونی طور پر چائے کو ملک کے دیگر شہروں کو سمگل کرنے کا اعتراف کرلیا ہے، غیر ملکی چائے خزانہ کو نقصان پہنچاتے ہوئے کسٹم ڈیوٹی ادا کئے بغیر سمگل کیا جارہا تھا، تمام بوریاں کو ضروری کارروائی کے بعد کسٹم ڈیوٹی (ٹیکس) کی وصولیابی اور مزید قانونی چارہ جوئی کی خاطر کسٹم حکام کے سب انسپکٹر بلال خان کے حوالے کردیا گیا ہے جس نے تمام برآمد شدہ چائے کو کسٹم ہاؤس منتقل کردیا ہے۔: [2, 1639, 172, 1852]
continuation-number: 41: [998, 709, 1024, 734]
continuation-box: [548, 1559, 711, 1593]
continued-label: بقیہ نمبر: [845, 2268, 889, 2296]
article-paragraph: بھارت کے ہریکے بیراج پر اور فیروزپور بیراج پر پانی کا بہاو ڈیڑھ لاکھ کیوسک ہے۔ ڈیٹا کے مطابق بھارت نے دریائے ستلج پر ابھی تک 24 ہزار کیوسک پانی چھوڑا ہے، بھارت کی جانب سے دریائے ستلج میں 2 لاکھ کیوسک تک کا ریلا چھوڑا جا سکتا ہے۔ بھارت، پاکستانی دریاں میں پانی چھوڑنے سے قبل سندھ طاس معاہدے کے تحت آگاہ کرنے کا پابند ہے۔ واضح رہے کہ بھارت نے گزشتہ روز بڑے سیلابی ریلوں کا رخ پاکستان کی جانب موڑا جس کے باعث پاکستانی: [548, 423, 712, 636]
article-text: [182, 463, 347, 1203]
continuation-box: [364, 399, 532, 433]
article-text: [1276, 208, 1446, 670]
article-text: [2, 945, 172, 2347]
continuation-number: 45: [998, 2046, 1024, 2071]
paper-name-label: روزنامہ اکثریت: [914, 708, 992, 736]
paper-name-label: روزنامہ اکثریت: [732, 2268, 807, 2296]
continuation-box: [364, 853, 532, 887]
continued-label: بقیہ نمبر: [1215, 763, 1259, 791]
continued-label: بقیہ نمبر: [300, 305, 344, 333]
article-paragraph: کی کامیابی کے لئے سکیورٹی صورتحال یقینی بنانا ضروری ہے۔ چینی سفیر نے کہا کہ بہتر اور کامیاب سسٹم کی تشکیل کے لئے جدید آلات کو زیر استعمال لایا جائیگا۔ وفاقی وزیر نے کہا کہ اس قدم سے پاک چین تعلقات مزید مستحکم ہوں گے۔: [182, 1793, 347, 1898]
article-text: [364, 435, 532, 604]
article-paragraph: کی کامیابی کے لئے سکیورٹی صورتحال یقینی بنانا ضروری ہے۔ چینی سفیر نے کہا کہ بہتر اور کامیاب سسٹم کی تشکیل کے لئے جدید آلات کو زیر استعمال لایا جائیگا۔ وفاقی وزیر نے کہا کہ اس قدم سے پاک چین تعلقات مزید مستحکم ہوں گے۔: [364, 235, 532, 356]
continuation-number: 48: [813, 969, 839, 994]
continuation-box: [364, 1550, 532, 1584]
article-paragraph: برآمد کرلی، غیر ملکی چائے کے سمگلنگ میں ملوث ملزم نے غیر قانونی طور پر چائے کو ملک کے دیگر شہروں کو سمگل کرنے کا اعتراف کرلیا ہے، غیر ملکی چائے خزانہ کو نقصان پہنچاتے ہوئے کسٹم ڈیوٹی ادا کئے بغیر سمگل کیا جارہا تھا، تمام بوریاں کو ضروری کارروائی کے بعد کسٹم ڈیوٹی (ٹیکس) کی وصولیابی اور مزید قانونی چارہ جوئی کی خاطر کسٹم حکام کے سب انسپکٹر بلال خان کے حوالے کردیا گیا ہے جس نے تمام برآمد شدہ چائے کو کسٹم ہاؤس منتقل کردیا ہے۔: [548, 1123, 711, 1336]
article-paragraph: کی کامیابی کے لئے سکیورٹی صورتحال یقینی بنانا ضروری ہے۔ چینی سفیر نے کہا کہ بہتر اور کامیاب سسٹم کی تشکیل کے لئے جدید آلات کو زیر استعمال لایا جائیگا۔ وفاقی وزیر نے کہا کہ اس قدم سے پاک چین تعلقات مزید مستحکم ہوں گے۔: [729, 450, 892, 571]
column-3: [364, 32, 532, 2355]
paper-name-label: روزنامہ اکثریت: [914, 1223, 992, 1251]
continued-label: بقیہ نمبر: [1030, 708, 1074, 736]
article-paragraph: بین الاقوامی وعدوں کو پورا نہ کرنے پر گہری تشویش کا اظہار کیا ہے۔ انہوں نے کہا کہ 1960 کا معاہدہ پاکستان اور بھارت سمیت خطے میں امن کا ذریعہ ہے تاہم اگر بھارت اپنے اعتراضات پورے نہیں کرے گا تو معاہدہ پاکستان کو انصاف فراہم کرنے کے لیے میکانزم فراہم کرتا ہے۔ فیصل واوڈا کا کہنا تھا کہ حکومت معاہدے میں فراہم کیے گئے تمام آپشنز پر غور کرے گی۔: [729, 672, 893, 839]
article-paragraph: آج اپوزیشن کو ٹارگٹ کیا جارہا ہے لیکن جمعیت علماء اسلام پارلیمنٹ کے اندر اور باہر بھرپور کردار ادا کریگی اور کسی بھی غیر آئینی اور غیر قانونی اقدام کا ڈٹ کر مقابلہ کیا جائیگا حکومتی ناکامی کا سب سے بڑا ثبوت یہ ہے کہ صبح ادارہ کا سربراہ اور شام کو ہٹایا جاتا ہے ترقی کے دعوے جس انداز سے کئے جاتے ہیں وہ ڈرامہ بازیاں ہے قوم ضرور حساب لیگی۔: [1094, 250, 1262, 401]
continuation-number: 26: [1367, 52, 1393, 77]
continuation-box: [548, 232, 711, 266]
continued-label: بقیہ نمبر: [125, 912, 169, 940]
continuation-number: 32: [1183, 217, 1209, 242]
article-paragraph: کہ حکومت نے عوامی امنگوں کے مطابق تمام اداروں کی بہتری کیلئے موثر قانون سازی اور اصلاحات کی ہیں جن کی بدولت آج خیبرپختونخوا میں حقیقی تبدیلی رونما ہورہی ہے لہذا ملک بھر کے عوام کو چاہیے کہ وہ ملک اور اپنی آئندہ نسلوں کے بہتر مستقبل کی خاطر مثبت کردار ادا کریں تاکہ ملک ترقی و خوشحالی کی راہ پر گامزن ہو۔ اشتیاق ارمڑ نے کہا کہ نمود و نمائش پر فنڈ خرچ نہیں کرسکتے ہیں بلکہ سرکاری خزانے کی پائی پائی عوام کی فلاح بہبود کے لیے استعمال کریں گے۔: [548, 623, 711, 852]
paper-name-label: روزنامہ اکثریت: [732, 216, 807, 244]
continuation-number: 51: [632, 236, 658, 261]
article-paragraph: کہ حکومت نے عوامی امنگوں کے مطابق تمام اداروں کی بہتری کیلئے موثر قانون سازی اور اصلاحات کی ہیں جن کی بدولت آج خیبرپختونخوا میں حقیقی تبدیلی رونما ہورہی ہے لہذا ملک بھر کے عوام کو چاہیے کہ وہ ملک اور اپنی آئندہ نسلوں کے بہتر مستقبل کی خاطر مثبت کردار ادا کریں تاکہ ملک ترقی و خوشحالی کی راہ پر گامزن ہو۔ اشتیاق ارمڑ نے کہا کہ نمود و نمائش پر فنڈ خرچ نہیں کرسکتے ہیں بلکہ سرکاری خزانے کی پائی پائی عوام کی فلاح بہبود کے لیے استعمال کریں گے۔: [911, 742, 1077, 955]
continuation-box: [2, 32, 172, 66]
continuation-number: 52: [632, 936, 658, 961]
article-paragraph: کہ حکومت نے عوامی امنگوں کے مطابق تمام اداروں کی بہتری کیلئے موثر قانون سازی اور اصلاحات کی ہیں جن کی بدولت آج خیبرپختونخوا میں حقیقی تبدیلی رونما ہورہی ہے لہذا ملک بھر کے عوام کو چاہیے کہ وہ ملک اور اپنی آئندہ نسلوں کے بہتر مستقبل کی خاطر مثبت کردار ادا کریں تاکہ ملک ترقی و خوشحالی کی راہ پر گامزن ہو۔ اشتیاق ارمڑ نے کہا کہ نمود و نمائش پر فنڈ خرچ نہیں کرسکتے ہیں بلکہ سرکاری خزانے کی پائی پائی عوام کی فلاح بہبود کے لیے استعمال کریں گے۔: [364, 1925, 532, 2154]
article-paragraph: کی کامیابی کے لئے سکیورٹی صورتحال یقینی بنانا ضروری ہے۔ چینی سفیر نے کہا کہ بہتر اور کامیاب سسٹم کی تشکیل کے لئے جدید آلات کو زیر استعمال لایا جائیگا۔ وفاقی وزیر نے کہا کہ اس قدم سے پاک چین تعلقات مزید مستحکم ہوں گے۔: [911, 1917, 1077, 2022]
article-paragraph: بین الاقوامی وعدوں کو پورا نہ کرنے پر گہری تشویش کا اظہار کیا ہے۔ انہوں نے کہا کہ 1960 کا معاہدہ پاکستان اور بھارت سمیت خطے میں امن کا ذریعہ ہے تاہم اگر بھارت اپنے اعتراضات پورے نہیں کرے گا تو معاہدہ پاکستان کو انصاف فراہم کرنے کے لیے میکانزم فراہم کرتا ہے۔ فیصل واوڈا کا کہنا تھا کہ حکومت معاہدے میں فراہم کیے گئے تمام آپشنز پر غور کرے گی۔: [364, 436, 532, 603]
article-text: [911, 1549, 1077, 1873]
continuation-number: 71: [93, 797, 119, 822]
column-5: [729, 32, 892, 2355]
article-text: [1094, 1331, 1262, 1547]
article-text: [182, 2134, 347, 2303]
article-paragraph: بین الاقوامی وعدوں کو پورا نہ کرنے پر گہری تشویش کا اظہار کیا ہے۔ انہوں نے کہا کہ 1960 کا معاہدہ پاکستان اور بھارت سمیت خطے میں امن کا ذریعہ ہے تاہم اگر بھارت اپنے اعتراضات پورے نہیں کرے گا تو معاہدہ پاکستان کو انصاف فراہم کرنے کے لیے میکانزم فراہم کرتا ہے۔ فیصل واوڈا کا کہنا تھا کہ حکومت معاہدے میں فراہم کیے گئے تمام آپشنز پر غور کرے گی۔: [1094, 35, 1262, 202]
column-6: [911, 32, 1077, 2355]
article-text: [2, 281, 172, 589]
article-paragraph: آج اپوزیشن کو ٹارگٹ کیا جارہا ہے لیکن جمعیت علماء اسلام پارلیمنٹ کے اندر اور باہر بھرپور کردار ادا کریگی اور کسی بھی غیر آئینی اور غیر قانونی اقدام کا ڈٹ کر مقابلہ کیا جائیگا حکومتی ناکامی کا سب سے بڑا ثبوت یہ ہے کہ صبح ادارہ کا سربراہ اور شام کو ہٹایا جاتا ہے ترقی کے دعوے جس انداز سے کئے جاتے ہیں وہ ڈرامہ بازیاں ہے قوم ضرور حساب لیگی۔: [182, 35, 347, 202]
continuation-box: [364, 979, 532, 1013]
continued-label: بقیہ نمبر: [664, 235, 708, 263]
article-text: [364, 1015, 532, 1523]
paper-name-label: روزنامہ اکثریت: [367, 2328, 447, 2356]
article-text: [911, 319, 1077, 689]
paper-name-label: روزنامہ اکثریت: [732, 968, 807, 996]
issue-date: بدھ 21 اگست 2019ء: [1284, 4, 1444, 22]
continuation-box: [2, 245, 172, 279]
article-paragraph: کہ حکومت نے عوامی امنگوں کے مطابق تمام اداروں کی بہتری کیلئے موثر قانون سازی اور اصلاحات کی ہیں جن کی بدولت آج خیبرپختونخوا میں حقیقی تبدیلی رونما ہورہی ہے لہذا ملک بھر کے عوام کو چاہیے کہ وہ ملک اور اپنی آئندہ نسلوں کے بہتر مستقبل کی خاطر مثبت کردار ادا کریں تاکہ ملک ترقی و خوشحالی کی راہ پر گامزن ہو۔ اشتیاق ارمڑ نے کہا کہ نمود و نمائش پر فنڈ خرچ نہیں کرسکتے ہیں بلکہ سرکاری خزانے کی پائی پائی عوام کی فلاح بہبود کے لیے استعمال کریں گے۔: [2, 1284, 172, 1498]
continued-label: بقیہ نمبر: [1030, 286, 1074, 314]
continued-label: بقیہ نمبر: [1399, 1596, 1443, 1624]
article-text: [182, 34, 347, 203]
article-paragraph: کی کامیابی کے لئے سکیورٹی صورتحال یقینی بنانا ضروری ہے۔ چینی سفیر نے کہا کہ بہتر اور کامیاب سسٹم کی تشکیل کے لئے جدید آلات کو زیر استعمال لایا جائیگا۔ وفاقی وزیر نے کہا کہ اس قدم سے پاک چین تعلقات مزید مستحکم ہوں گے۔: [548, 1596, 711, 1716]
article-paragraph: آج اپوزیشن کو ٹارگٹ کیا جارہا ہے لیکن جمعیت علماء اسلام پارلیمنٹ کے اندر اور باہر بھرپور کردار ادا کریگی اور کسی بھی غیر آئینی اور غیر قانونی اقدام کا ڈٹ کر مقابلہ کیا جائیگا حکومتی ناکامی کا سب سے بڑا ثبوت یہ ہے کہ صبح ادارہ کا سربراہ اور شام کو ہٹایا جاتا ہے ترقی کے دعوے جس انداز سے کئے جاتے ہیں وہ ڈرامہ بازیاں ہے قوم ضرور حساب لیگی۔: [1276, 209, 1446, 360]
article-paragraph: بھارت کے ہریکے بیراج پر اور فیروزپور بیراج پر پانی کا بہاو ڈیڑھ لاکھ کیوسک ہے۔ ڈیٹا کے مطابق بھارت نے دریائے ستلج پر ابھی تک 24 ہزار کیوسک پانی چھوڑا ہے، بھارت کی جانب سے دریائے ستلج میں 2 لاکھ کیوسک تک کا ریلا چھوڑا جا سکتا ہے۔ بھارت، پاکستانی دریاں میں پانی چھوڑنے سے قبل سندھ طاس معاہدے کے تحت آگاہ کرنے کا پابند ہے۔ واضح رہے کہ بھارت نے گزشتہ روز بڑے سیلابی ریلوں کا رخ پاکستان کی جانب موڑا جس کے باعث پاکستانی: [364, 1016, 532, 1213]
continuation-box: [911, 2042, 1077, 2076]
continued-label: بقیہ نمبر: [845, 216, 889, 244]
continuation-number: 60: [453, 2329, 479, 2354]
article-paragraph: آج اپوزیشن کو ٹارگٹ کیا جارہا ہے لیکن جمعیت علماء اسلام پارلیمنٹ کے اندر اور باہر بھرپور کردار ادا کریگی اور کسی بھی غیر آئینی اور غیر قانونی اقدام کا ڈٹ کر مقابلہ کیا جائیگا حکومتی ناکامی کا سب سے بڑا ثبوت یہ ہے کہ صبح ادارہ کا سربراہ اور شام کو ہٹایا جاتا ہے ترقی کے دعوے جس انداز سے کئے جاتے ہیں وہ ڈرامہ بازیاں ہے قوم ضرور حساب لیگی۔: [2, 1485, 172, 1652]
article-paragraph: کہ حکومت نے عوامی امنگوں کے مطابق تمام اداروں کی بہتری کیلئے موثر قانون سازی اور اصلاحات کی ہیں جن کی بدولت آج خیبرپختونخوا میں حقیقی تبدیلی رونما ہورہی ہے لہذا ملک بھر کے عوام کو چاہیے کہ وہ ملک اور اپنی آئندہ نسلوں کے بہتر مستقبل کی خاطر مثبت کردار ادا کریں تاکہ ملک ترقی و خوشحالی کی راہ پر گامزن ہو۔ اشتیاق ارمڑ نے کہا کہ نمود و نمائش پر فنڈ خرچ نہیں کرسکتے ہیں بلکہ سرکاری خزانے کی پائی پائی عوام کی فلاح بہبود کے لیے استعمال کریں گے۔: [364, 1200, 532, 1414]
continued-label: بقیہ نمبر: [664, 2005, 708, 2033]
article-text: [1276, 1629, 1446, 1937]
continuation-box: [1094, 213, 1262, 247]
continued-label: بقیہ نمبر: [664, 935, 708, 963]
paper-name-label: روزنامہ اکثریت: [185, 1405, 262, 1433]
paper-name-label: روزنامہ اکثریت: [367, 1553, 447, 1581]
brand-prefix: DAILY: [4, 6, 45, 23]
continued-label: بقیہ نمبر: [300, 1298, 344, 1326]
continuation-box: [2, 630, 172, 664]
continuation-number: 64: [268, 1299, 294, 1324]
continuation-number: 70: [93, 634, 119, 659]
paper-name-label: روزنامہ اکثریت: [185, 430, 262, 458]
continued-label: بقیہ نمبر: [1215, 435, 1259, 463]
continued-label: بقیہ نمبر: [1030, 1883, 1074, 1911]
article-text: [911, 1916, 1077, 2024]
continued-label: بقیہ نمبر: [125, 248, 169, 276]
article-paragraph: ہے۔ کشمیر کمیٹیوں کے ارکان کو بھی مدعو کیا گیا ہے۔ پالیسی سیمینار میں مودی سرکار کی طرف سے بھارت سے کشمیر کے الحاق کے حوالے سے چیلنجز اور رسپانس پر پارلیمانی رہنما اظہار خیال کریں گے۔ پالیسی سیمینار کا مقصد مقبوضہ کشمیر کی صورتحال کے حوالے سے سفارتی اور دیگر کوششوں کو تیز کرنے کیلئے رہنما اصول مرتب کیے جائیں گے اور پارلیمنٹ کی دفاع، قومی سلامتی، کشمیر اور خارجہ امور سے متعلق غیر معمولی اجلاس کی سفارشات سے باقاعدہ طور پر حکومت کو آگاہ کیا جائے گا۔: [182, 664, 347, 908]
article-paragraph: کی کامیابی کے لئے سکیورٹی صورتحال یقینی بنانا ضروری ہے۔ چینی سفیر نے کہا کہ بہتر اور کامیاب سسٹم کی تشکیل کے لئے جدید آلات کو زیر استعمال لایا جائیگا۔ وفاقی وزیر نے کہا کہ اس قدم سے پاک چین تعلقات مزید مستحکم ہوں گے۔: [364, 1416, 532, 1521]
continued-label: بقیہ نمبر: [300, 2101, 344, 2129]
article-paragraph: کی کامیابی کے لئے سکیورٹی صورتحال یقینی بنانا ضروری ہے۔ چینی سفیر نے کہا کہ بہتر اور کامیاب سسٹم کی تشکیل کے لئے جدید آلات کو زیر استعمال لایا جائیگا۔ وفاقی وزیر نے کہا کہ اس قدم سے پاک چین تعلقات مزید مستحکم ہوں گے۔: [1276, 1463, 1446, 1568]
continuation-number: 56: [453, 714, 479, 739]
article-paragraph: بین الاقوامی وعدوں کو پورا نہ کرنے پر گہری تشویش کا اظہار کیا ہے۔ انہوں نے کہا کہ 1960 کا معاہدہ پاکستان اور بھارت سمیت خطے میں امن کا ذریعہ ہے تاہم اگر بھارت اپنے اعتراضات پورے نہیں کرے گا تو معاہدہ پاکستان کو انصاف فراہم کرنے کے لیے میکانزم فراہم کرتا ہے۔ فیصل واوڈا کا کہنا تھا کہ حکومت معاہدے میں فراہم کیے گئے تمام آپشنز پر غور کرے گی۔: [364, 1587, 533, 1754]
article-text: [1276, 2214, 1446, 2322]
article-paragraph: بین الاقوامی وعدوں کو پورا نہ کرنے پر گہری تشویش کا اظہار کیا ہے۔ انہوں نے کہا کہ 1960 کا معاہدہ پاکستان اور بھارت سمیت خطے میں امن کا ذریعہ ہے تاہم اگر بھارت اپنے اعتراضات پورے نہیں کرے گا تو معاہدہ پاکستان کو انصاف فراہم کرنے کے لیے میکانزم فراہم کرتا ہے۔ فیصل واوڈا کا کہنا تھا کہ حکومت معاہدے میں فراہم کیے گئے تمام آپشنز پر غور کرے گی۔: [2, 946, 172, 1097]
continuation-number: 36: [1183, 1592, 1209, 1617]
article-paragraph: آج اپوزیشن کو ٹارگٹ کیا جارہا ہے لیکن جمعیت علماء اسلام پارلیمنٹ کے اندر اور باہر بھرپور کردار ادا کریگی اور کسی بھی غیر آئینی اور غیر قانونی اقدام کا ڈٹ کر مقابلہ کیا جائیگا حکومتی ناکامی کا سب سے بڑا ثبوت یہ ہے کہ صبح ادارہ کا سربراہ اور شام کو ہٹایا جاتا ہے ترقی کے دعوے جس انداز سے کئے جاتے ہیں وہ ڈرامہ بازیاں ہے قوم ضرور حساب لیگی۔: [911, 942, 1077, 1109]
continued-label: بقیہ نمبر: [1215, 216, 1259, 244]
paper-name-label: روزنامہ اکثریت: [1279, 1981, 1361, 2009]
continued-label: بقیہ نمبر: [300, 235, 344, 263]
end-mark: ☆☆☆: [66, 2362, 101, 2377]
paper-name-label: روزنامہ اکثریت: [551, 1562, 626, 1590]
continuation-box: [182, 2098, 347, 2132]
column-4: [548, 32, 711, 2355]
article-text: [729, 1721, 892, 2199]
paper-name-label: روزنامہ اکثریت: [5, 35, 87, 63]
